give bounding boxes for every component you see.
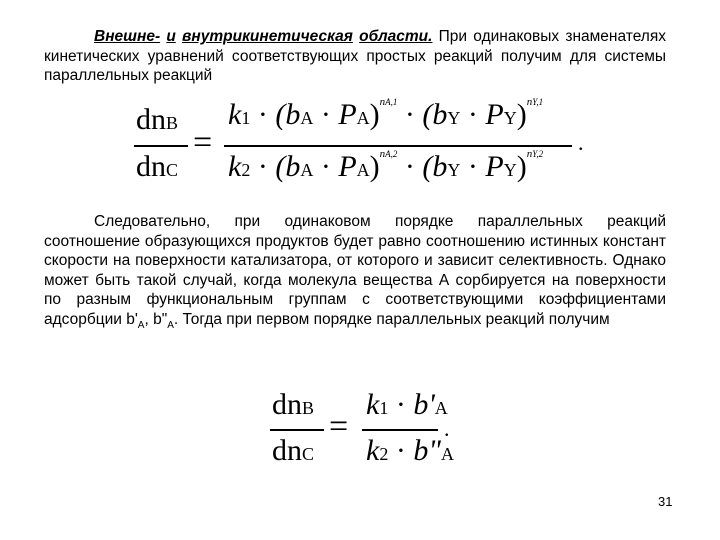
formula2-lhs-numerator: dnB (272, 388, 315, 421)
formula1-lhs-numerator: dnB (136, 103, 179, 136)
formula1-lhs-fraction-bar (134, 145, 188, 147)
term-and: и (166, 28, 176, 45)
formula2-lhs-denominator: dnC (272, 434, 315, 467)
term-regions: области. (359, 28, 433, 45)
formula2-period: . (444, 416, 450, 441)
formula1-equals: = (193, 124, 213, 161)
formula1-lhs-denominator: dnC (136, 150, 179, 183)
formula1-rhs-fraction-bar (224, 145, 572, 147)
formula1-rhs-numerator: k1 · (bA · PA)$^{nA,1}$ · (bY · PY)$^{nY,1}$ (228, 96, 544, 131)
formula2-rhs-numerator: k1 · b'A (366, 388, 448, 421)
paragraph-intro (44, 27, 666, 86)
term-internal-kinetic: внутрикинетическая (182, 28, 353, 45)
formula1-period: . (578, 130, 584, 155)
paragraph-intro-text: При одинаковых знаменателях кинетических уравнений соответствующих простых реакций получим для системы параллельных реакций (44, 28, 666, 84)
formula2-rhs-denominator: k2 · b"A (366, 434, 454, 467)
paragraph-selectivity: Следовательно, при одинаковом порядке параллельных реакций соотношение образующихся продуктов будет равно соотношению истинных констант скорости на поверхности катализатора, от которого и зависит селективность. Однако может быть такой случай, когда молекула вещества А сорбируется на поверхности по разным функциональным группам с соответствующими коэффициентами адсорбции $b'_А$, $b"_А$. Тогда при первом порядке параллельных реакций получим (44, 213, 666, 331)
formula2-lhs-fraction-bar (270, 429, 324, 431)
page-number: 31 (658, 494, 673, 509)
formula2-equals: = (329, 408, 349, 445)
paragraph-selectivity-text: Следовательно, при одинаковом порядке параллельных реакций соотношение образующихся продуктов будет равно соотношению истинных констант скорости на поверхности катализатора, от которого и зависит селективность. Однако может быть такой случай, когда молекула вещества А сорбируется на поверхности по разным функциональным группам с соответствующими коэффициентами адсорбции b' (44, 213, 666, 328)
term-external: Внешне- (94, 28, 161, 45)
formula1-rhs-denominator: k2 · (bA · PA)$^{nA,2}$ · (bY · PY)$^{nY,2}$ (228, 148, 544, 183)
formula2-rhs-fraction-bar (362, 429, 438, 431)
